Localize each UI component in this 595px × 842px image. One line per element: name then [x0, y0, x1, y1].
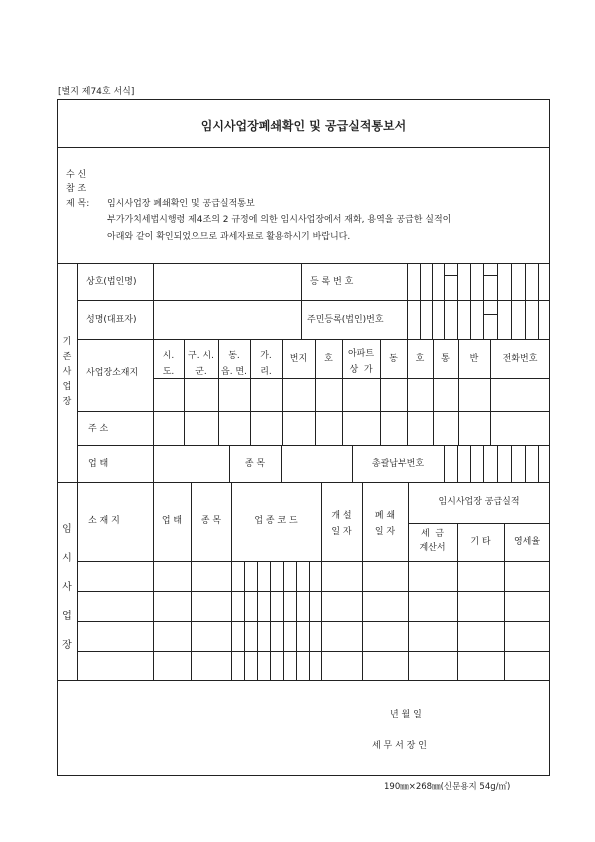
closing-date: 폐 쇄 일 자 — [374, 511, 396, 537]
body-line-1: 부가가치세법시행령 제4조의 2 규정에 의한 임시사업장에서 재화, 용역을 공급한 실적이 — [107, 215, 452, 225]
form-title: 임시사업장폐쇄확인 및 공급실적통보서 — [200, 119, 407, 133]
dash-mark — [483, 275, 497, 276]
col-ho: 호 — [324, 354, 333, 364]
tax-invoice: 세 금 계산서 — [419, 529, 446, 553]
divider — [444, 445, 445, 482]
divider — [57, 147, 550, 148]
industry-code: 업 종 코 드 — [254, 516, 298, 526]
business-type-label: 업 태 — [88, 459, 109, 469]
divider — [301, 263, 302, 339]
divider — [153, 378, 550, 379]
divider — [525, 263, 526, 339]
item-label: 종 목 — [244, 459, 266, 469]
divider — [77, 263, 78, 482]
date-line: 년 월 일 — [390, 710, 422, 720]
divider — [470, 445, 471, 482]
divider — [57, 680, 550, 681]
reg-number-label: 등 록 번 호 — [310, 277, 354, 287]
divider — [470, 263, 471, 339]
divider — [525, 445, 526, 482]
col-dong-eup-myeon: 동. 읍. 면. — [221, 351, 247, 377]
divider — [497, 445, 498, 482]
divider — [77, 621, 550, 622]
location-label: 소 재 지 — [88, 516, 120, 526]
dash-mark — [483, 314, 497, 315]
subject-label: 제 목: — [66, 199, 90, 209]
divider — [511, 263, 512, 339]
form-number: [별지 제74호 서식] — [58, 87, 135, 97]
dash-mark — [444, 275, 457, 276]
divider — [457, 445, 458, 482]
divider — [497, 263, 498, 339]
divider — [77, 591, 550, 592]
divider — [408, 523, 550, 524]
col-dong: 동 — [389, 354, 398, 364]
divider — [281, 445, 282, 482]
receipt: 영세율 — [513, 537, 541, 547]
temporary-business-side-label: 임시사업장 — [62, 524, 72, 651]
col-ban: 반 — [469, 354, 479, 364]
divider — [420, 263, 421, 339]
divider — [457, 263, 458, 339]
divider — [153, 263, 154, 339]
s2-business-type: 업 태 — [161, 516, 183, 526]
divider — [77, 339, 550, 340]
divider — [538, 263, 539, 339]
address-label: 사업장소재지 — [86, 368, 139, 378]
divider — [407, 263, 408, 339]
divider — [538, 445, 539, 482]
divider — [77, 445, 550, 446]
jusu-label: 주 소 — [88, 424, 109, 434]
col-bunji: 번지 — [289, 354, 308, 364]
col-ga-ri: 가. 리. — [260, 351, 272, 377]
rep-name-label: 성명(대표자) — [86, 315, 137, 325]
col-tong: 통 — [441, 354, 450, 364]
s2-item: 종 목 — [200, 516, 222, 526]
divider — [511, 445, 512, 482]
subject-text: 임시사업장 폐쇄확인 및 공급실적통보 — [107, 199, 255, 209]
resident-number-label: 주민등록(법인)번호 — [307, 315, 384, 325]
divider — [77, 561, 550, 562]
tax-office-head: 세 무 서 장 인 — [372, 741, 427, 751]
divider — [77, 300, 550, 301]
divider — [483, 445, 484, 482]
reference-label: 참 조 — [66, 184, 87, 194]
body-line-2: 아래와 같이 확인되었으므로 과세자료로 활용하시기 바랍니다. — [107, 232, 351, 242]
recipient-label: 수 신 — [66, 170, 87, 180]
col-ho-2: 호 — [415, 354, 425, 364]
paper-spec: 190㎜×268㎜(신문용지 54g/㎡) — [384, 782, 511, 792]
existing-business-side-label: 기존사업장 — [62, 337, 72, 407]
divider — [57, 482, 550, 483]
divider — [77, 411, 550, 412]
others: 기 타 — [470, 537, 491, 547]
divider — [57, 263, 550, 264]
col-phone: 전화번호 — [502, 354, 538, 364]
opening-date: 개 설 일 자 — [331, 511, 352, 537]
divider — [153, 445, 154, 482]
trade-name-label: 상호(법인명) — [86, 277, 137, 287]
col-gu-si-gun: 구. 시. 군. — [188, 351, 214, 377]
divider — [432, 263, 433, 339]
col-apartment: 아파트 상 가 — [347, 349, 375, 375]
divider — [77, 651, 550, 652]
supply-record: 임시사업장 공급실적 — [438, 497, 520, 507]
col-sido: 시. 도. — [162, 351, 175, 377]
tax-unit-number-label: 총괄납부번호 — [371, 459, 425, 469]
